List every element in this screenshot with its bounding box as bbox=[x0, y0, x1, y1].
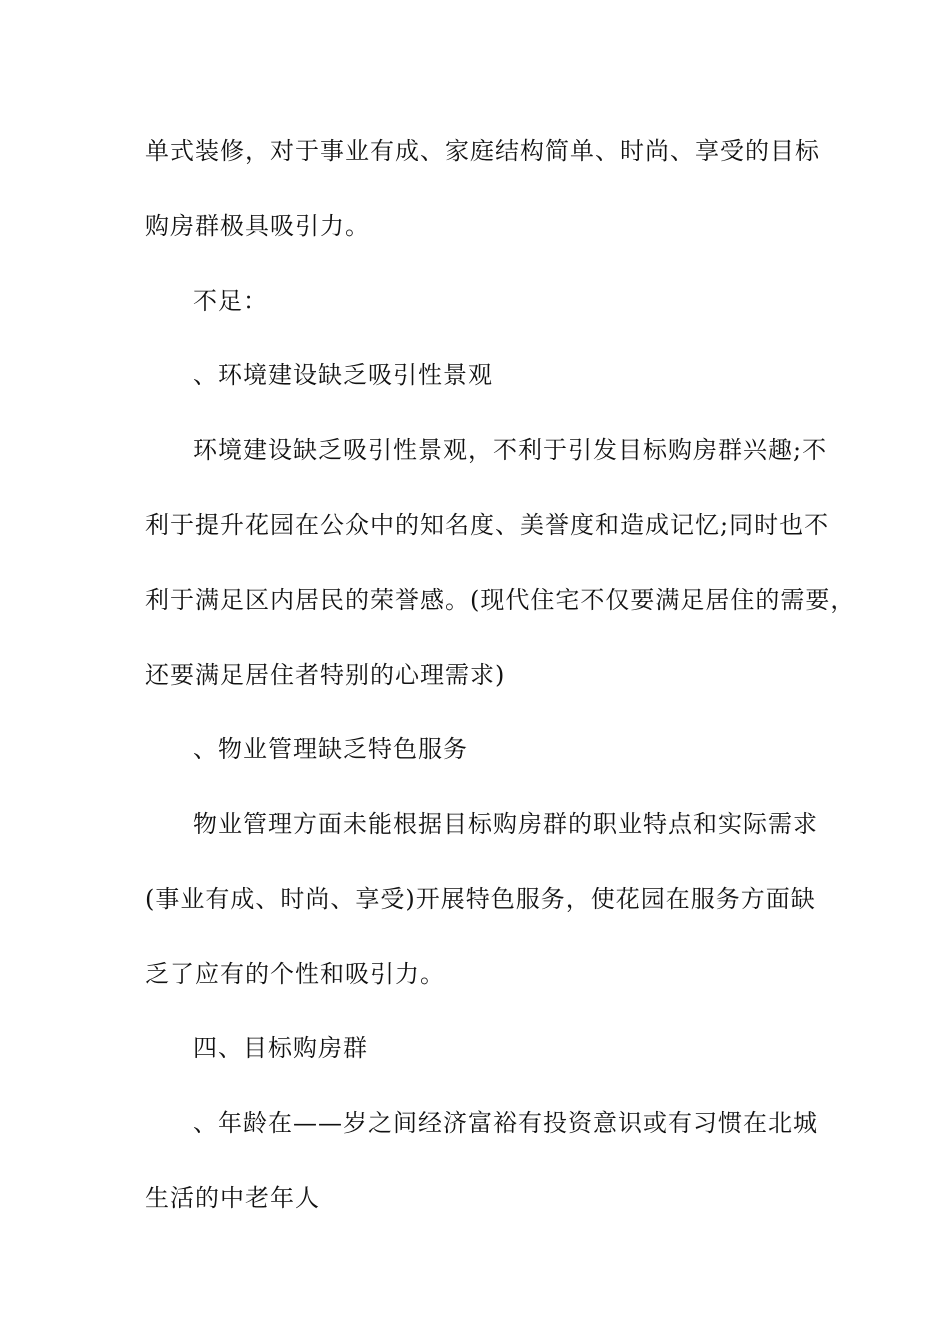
text-line: 乏了应有的个性和吸引力。 bbox=[145, 960, 445, 988]
text-line: 利于提升花园在公众中的知名度、美誉度和造成记忆;同时也不 bbox=[145, 511, 830, 539]
text-line: 利于满足区内居民的荣誉感。(现代住宅不仅要满足居住的需要， bbox=[145, 586, 856, 614]
text-line: 环境建设缺乏吸引性景观，不利于引发目标购房群兴趣;不 bbox=[193, 436, 828, 464]
text-line: 物业管理方面未能根据目标购房群的职业特点和实际需求 bbox=[193, 810, 818, 838]
text-line: 购房群极具吸引力。 bbox=[145, 212, 370, 240]
text-line: 不足： bbox=[193, 287, 268, 315]
text-line: 、年龄在——岁之间经济富裕有投资意识或有习惯在北城 bbox=[193, 1109, 818, 1137]
section-heading: 、环境建设缺乏吸引性景观 bbox=[193, 361, 493, 389]
text-line: (事业有成、时尚、享受)开展特色服务，使花园在服务方面缺 bbox=[145, 885, 816, 913]
text-line: 生活的中老年人 bbox=[145, 1184, 320, 1212]
section-heading: 、物业管理缺乏特色服务 bbox=[193, 735, 468, 763]
section-heading: 四、目标购房群 bbox=[193, 1034, 368, 1062]
text-line: 单式装修，对于事业有成、家庭结构简单、时尚、享受的目标 bbox=[145, 137, 820, 165]
text-line: 还要满足居住者特别的心理需求) bbox=[145, 661, 506, 689]
